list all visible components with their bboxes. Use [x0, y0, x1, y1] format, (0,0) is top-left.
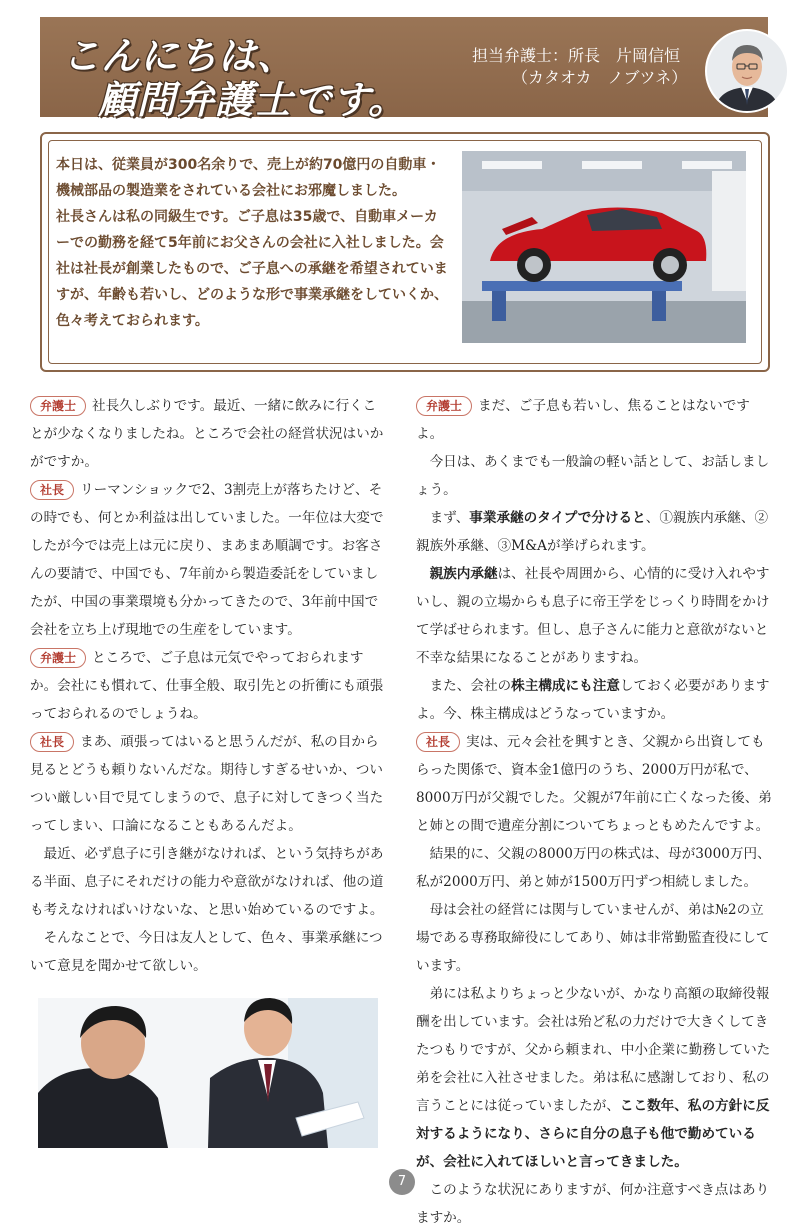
car-on-lift-illustration — [462, 151, 746, 343]
text-run: しておく必要がありますよ。今、株主構成はどうなっていますか。 — [416, 678, 770, 722]
dialogue-text: まあ、頑張ってはいると思うんだが、私の目から見るとどうも頼りないんだな。期待しすぎるせいか、ついつい厳しい目で見てしまうので、息子に対してきつく当たってしまい、口論になることもあるんだよ。 — [30, 734, 384, 834]
dialogue-entry — [30, 644, 387, 728]
title-line1: こんにちは、 — [62, 34, 297, 78]
speaker-tag-president: 社長 — [30, 480, 74, 500]
lawyer-reading: （カタオカ ノブツネ） — [512, 68, 688, 87]
dialogue-paragraph: 母は会社の経営には関与していませんが、弟は№2の立場である専務取締役にしてあり、姉は非常勤監査役にしています。 — [416, 902, 770, 974]
speaker-tag-lawyer: 弁護士 — [30, 396, 86, 416]
text-run: 弟には私よりちょっと少ないが、かなり高額の取締役報酬を出しています。会社は殆ど私の力だけで大きくしてきたつもりですが、父から頼まれ、中小企業に勤務していた弟を会社に入社させました。弟は私に感謝しており、私の言うことには従っていましたが、 — [416, 986, 771, 1114]
text-run: は、社長や周囲から、心情的に受け入れやすいし、親の立場からも息子に帝王学をじっくり時間をかけて学ばせられます。但し、息子さんに能力と意欲がないと不幸な結果になることがありますね。 — [416, 566, 770, 666]
dialogue-text: 実は、元々会社を興すとき、父親から出資してもらった関係で、資本金1億円のうち、2000万円が私で、8000万円が父親でした。父親が7年前に亡くなった後、弟と姉との間で遺産分割についてちょっともめたんですよ。 — [416, 734, 772, 834]
dialogue-paragraph: そんなことで、今日は友人として、色々、事業承継について意見を聞かせて欲しい。 — [30, 930, 383, 974]
title-line2: 顧問弁護士です。 — [98, 78, 407, 122]
text-run: 、①親族内承継、②親族外承継、③M&Aが挙げられます。 — [416, 510, 769, 554]
emphasis-text: ここ数年、私の方針に反対するようになり、さらに自分の息子も他で勤めているが、会社に入れてほしいと言ってきました。 — [416, 1098, 770, 1170]
page-number: 7 — [389, 1169, 415, 1195]
lawyer-portrait — [705, 29, 789, 113]
left-dialogue-column — [30, 392, 387, 980]
dialogue-text: 社長久しぶりです。最近、一緒に飲みに行くことが少なくなりましたね。ところで会社の経営状況はいかがですか。 — [30, 398, 384, 470]
speaker-tag-lawyer: 弁護士 — [30, 648, 86, 668]
intro-text — [56, 152, 451, 334]
dialogue-paragraph — [416, 560, 772, 672]
dialogue-paragraph: 最近、必ず息子に引き継がなければ、という気持ちがある半面、息子にそれだけの能力や意欲がなければ、他の道も考えなければいけないな、と思い始めているのですよ。 — [30, 846, 384, 918]
dialogue-paragraph: このような状況にありますが、何か注意すべき点はありますか。 — [416, 1182, 770, 1226]
dialogue-text: まだ、ご子息も若いし、焦ることはないですよ。 — [416, 398, 750, 442]
emphasis-text: 事業承継のタイプで分けると — [469, 510, 646, 526]
portrait-illustration — [707, 31, 787, 111]
dialogue-paragraph — [416, 504, 772, 560]
dialogue-paragraph — [416, 672, 772, 728]
lawyer-name: 担当弁護士：所長 片岡信恒 — [472, 46, 681, 65]
right-dialogue-column — [416, 392, 772, 1232]
emphasis-text: 株主構成にも注意 — [511, 678, 620, 694]
meeting-photo — [38, 998, 378, 1148]
dialogue-entry — [30, 392, 387, 476]
emphasis-text: 親族内承継 — [429, 566, 498, 582]
dialogue-entry — [30, 728, 387, 840]
speaker-tag-lawyer: 弁護士 — [416, 396, 472, 416]
lawyer-credit — [472, 45, 687, 89]
dialogue-paragraph — [416, 980, 772, 1176]
intro-paragraph: 本日は、従業員が300名余りで、売上が約70億円の自動車・機械部品の製造業をされている会社にお邪魔しました。 — [56, 157, 441, 199]
factory-car-photo — [462, 151, 746, 343]
text-run: また、会社の — [429, 678, 512, 694]
intro-paragraph: 社長さんは私の同級生です。ご子息は35歳で、自動車メーカーでの勤務を経て5年前にお父さんの会社に入社しました。会社は社長が創業したもので、ご子息への承継を希望されていますが、年齢も若いし、どのような形で事業承継をしていくか、色々考えておられます。 — [56, 209, 448, 329]
dialogue-text: ところで、ご子息は元気でやっておられますか。会社にも慣れて、仕事全般、取引先との折衝にも頑張っておられるのでしょうね。 — [30, 650, 384, 722]
business-meeting-illustration — [38, 998, 378, 1148]
dialogue-entry — [416, 728, 772, 840]
dialogue-entry — [30, 476, 387, 644]
dialogue-paragraph: 今日は、あくまでも一般論の軽い話として、お話しましょう。 — [416, 454, 770, 498]
speaker-tag-president: 社長 — [416, 732, 460, 752]
text-run: まず、 — [429, 510, 470, 526]
header-banner — [40, 17, 768, 122]
dialogue-entry — [416, 392, 772, 448]
speaker-tag-president: 社長 — [30, 732, 74, 752]
dialogue-paragraph: 結果的に、父親の8000万円の株式は、母が3000万円、私が2000万円、弟と姉が1500万円ずつ相続しました。 — [416, 846, 771, 890]
dialogue-text: リーマンショックで2、3割売上が落ちたけど、その時でも、何とか利益は出していました。一年位は大変でしたが今では売上は元に戻り、まあまあ順調です。お客さんの要請で、中国でも、7年前から製造委託をしていましたが、中国の事業環境も分かってきたので、3年前中国で会社を立ち上げ現地での生産をしています。 — [30, 482, 384, 638]
